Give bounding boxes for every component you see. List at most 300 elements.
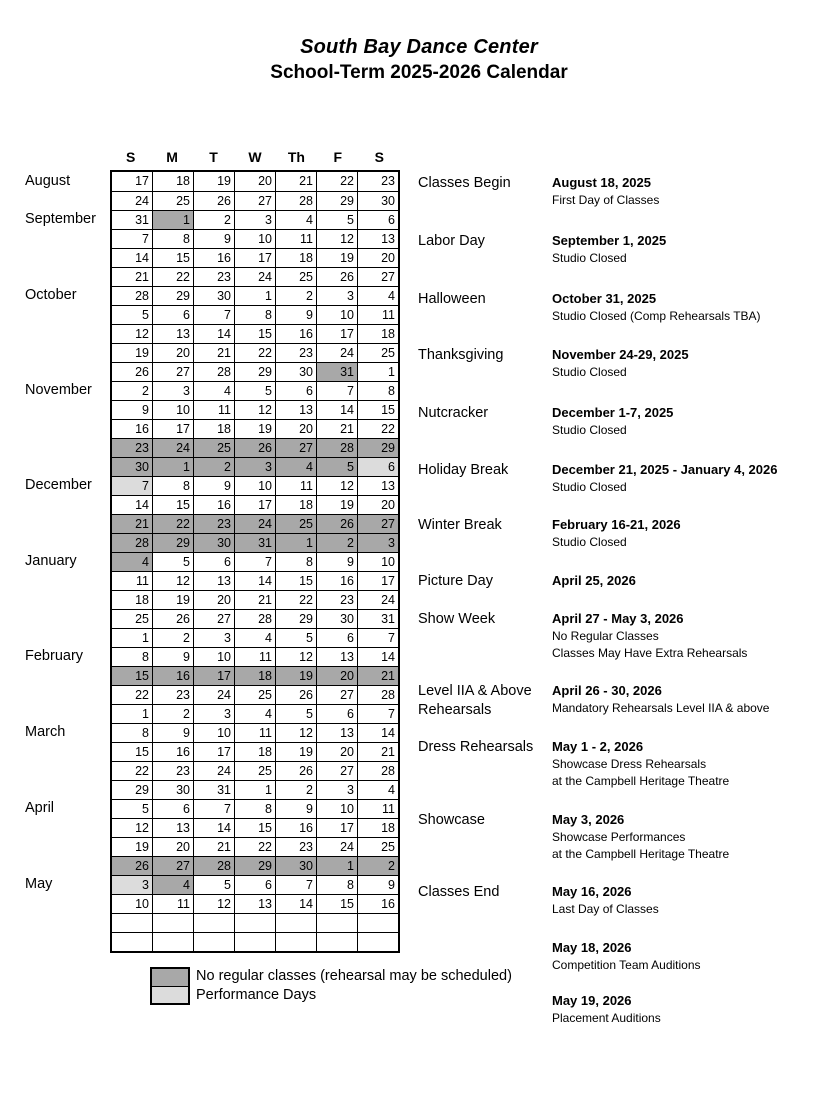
- calendar-day-cell[interactable]: 15: [357, 401, 398, 419]
- calendar-day-cell[interactable]: 13: [152, 819, 193, 837]
- calendar-day-cell[interactable]: 24: [316, 838, 357, 856]
- calendar-day-cell[interactable]: 10: [316, 800, 357, 818]
- calendar-day-cell[interactable]: 12: [234, 401, 275, 419]
- calendar-day-cell[interactable]: 2: [275, 287, 316, 305]
- calendar-day-cell[interactable]: 28: [193, 857, 234, 875]
- calendar-day-cell[interactable]: 16: [275, 325, 316, 343]
- calendar-day-cell[interactable]: 7: [316, 382, 357, 400]
- calendar-day-cell[interactable]: 27: [234, 192, 275, 210]
- calendar-day-cell[interactable]: 13: [234, 895, 275, 913]
- calendar-day-cell[interactable]: 12: [316, 477, 357, 495]
- calendar-day-cell[interactable]: 8: [152, 477, 193, 495]
- weekday-6: S: [374, 149, 384, 165]
- calendar-day-cell[interactable]: 17: [316, 819, 357, 837]
- calendar-day-cell[interactable]: 25: [152, 192, 193, 210]
- event-label: [418, 346, 548, 365]
- calendar-day-cell[interactable]: 5: [112, 306, 152, 324]
- calendar-day-cell[interactable]: 15: [316, 895, 357, 913]
- calendar-day-cell[interactable]: 14: [112, 249, 152, 267]
- calendar-day-cell[interactable]: 19: [234, 420, 275, 438]
- calendar-day-cell[interactable]: 9: [193, 230, 234, 248]
- calendar-day-cell[interactable]: 27: [357, 268, 398, 286]
- calendar-day-cell[interactable]: 5: [275, 629, 316, 647]
- calendar-day-cell[interactable]: 2: [152, 629, 193, 647]
- weekday-5: F: [333, 149, 343, 165]
- calendar-day-cell[interactable]: 11: [193, 401, 234, 419]
- calendar-day-cell[interactable]: 11: [357, 306, 398, 324]
- calendar-day-cell[interactable]: 14: [357, 724, 398, 742]
- calendar-day-cell[interactable]: 7: [112, 230, 152, 248]
- calendar-day-cell[interactable]: 26: [316, 515, 357, 533]
- calendar-day-cell[interactable]: 2: [112, 382, 152, 400]
- calendar-day-cell[interactable]: 4: [357, 287, 398, 305]
- calendar-day-cell[interactable]: 7: [275, 876, 316, 894]
- calendar-day-cell[interactable]: 27: [152, 363, 193, 381]
- calendar-day-cell[interactable]: 1: [152, 211, 193, 229]
- calendar-day-cell[interactable]: [234, 933, 275, 951]
- calendar-day-cell[interactable]: 2: [193, 458, 234, 476]
- calendar-day-cell[interactable]: 1: [152, 458, 193, 476]
- calendar-day-cell[interactable]: 14: [234, 572, 275, 590]
- calendar-day-cell[interactable]: 10: [193, 648, 234, 666]
- calendar-week-row: [112, 438, 398, 457]
- calendar-day-cell[interactable]: 29: [234, 363, 275, 381]
- calendar-day-cell[interactable]: 23: [193, 268, 234, 286]
- calendar-day-cell[interactable]: 2: [275, 781, 316, 799]
- calendar-day-cell[interactable]: 26: [234, 439, 275, 457]
- event-note: Studio Closed: [552, 365, 627, 379]
- calendar-day-cell[interactable]: 10: [234, 230, 275, 248]
- calendar-day-cell[interactable]: 3: [234, 211, 275, 229]
- calendar-day-cell[interactable]: 27: [275, 439, 316, 457]
- event-label: [418, 811, 548, 830]
- calendar-day-cell[interactable]: 17: [234, 496, 275, 514]
- calendar-day-cell[interactable]: 13: [316, 648, 357, 666]
- calendar-day-cell[interactable]: 17: [234, 249, 275, 267]
- calendar-day-cell[interactable]: [316, 914, 357, 932]
- calendar-day-cell[interactable]: 22: [316, 172, 357, 191]
- calendar-day-cell[interactable]: 7: [234, 553, 275, 571]
- calendar-day-cell[interactable]: 4: [112, 553, 152, 571]
- calendar-day-cell[interactable]: [234, 914, 275, 932]
- calendar-day-cell[interactable]: [275, 914, 316, 932]
- calendar-day-cell[interactable]: 14: [193, 819, 234, 837]
- calendar-day-cell[interactable]: [193, 933, 234, 951]
- calendar-day-cell[interactable]: [357, 933, 398, 951]
- calendar-day-cell[interactable]: 31: [112, 211, 152, 229]
- calendar-day-cell[interactable]: 28: [357, 686, 398, 704]
- calendar-day-cell[interactable]: 15: [112, 667, 152, 685]
- calendar-day-cell[interactable]: 10: [152, 401, 193, 419]
- event-date: September 1, 2025: [552, 233, 667, 248]
- calendar-day-cell[interactable]: 14: [357, 648, 398, 666]
- calendar-day-cell[interactable]: 18: [234, 667, 275, 685]
- calendar-day-cell[interactable]: 26: [112, 857, 152, 875]
- calendar-day-cell[interactable]: 30: [316, 610, 357, 628]
- calendar-day-cell[interactable]: [275, 933, 316, 951]
- calendar-day-cell[interactable]: 20: [275, 420, 316, 438]
- calendar-day-cell[interactable]: 22: [234, 838, 275, 856]
- calendar-day-cell[interactable]: 23: [112, 439, 152, 457]
- calendar-day-cell[interactable]: [112, 933, 152, 951]
- calendar-day-cell[interactable]: 24: [234, 515, 275, 533]
- calendar-day-cell[interactable]: 18: [152, 172, 193, 191]
- calendar-day-cell[interactable]: 24: [152, 439, 193, 457]
- calendar-day-cell[interactable]: 16: [152, 667, 193, 685]
- calendar-day-cell[interactable]: 16: [316, 572, 357, 590]
- calendar-day-cell[interactable]: 9: [275, 800, 316, 818]
- calendar-day-cell[interactable]: 8: [234, 800, 275, 818]
- calendar-day-cell[interactable]: 30: [193, 287, 234, 305]
- calendar-day-cell[interactable]: 8: [152, 230, 193, 248]
- calendar-day-cell[interactable]: 29: [112, 781, 152, 799]
- calendar-day-cell[interactable]: 17: [112, 172, 152, 191]
- calendar-day-cell[interactable]: 14: [193, 325, 234, 343]
- calendar-day-cell[interactable]: 7: [357, 705, 398, 723]
- calendar-day-cell[interactable]: 13: [357, 230, 398, 248]
- calendar-day-cell[interactable]: 10: [234, 477, 275, 495]
- calendar-day-cell[interactable]: [357, 914, 398, 932]
- calendar-day-cell[interactable]: 4: [275, 458, 316, 476]
- calendar-day-cell[interactable]: 31: [357, 610, 398, 628]
- calendar-day-cell[interactable]: 3: [316, 781, 357, 799]
- calendar-day-cell[interactable]: 28: [234, 610, 275, 628]
- calendar-day-cell[interactable]: 25: [112, 610, 152, 628]
- calendar-day-cell[interactable]: 2: [316, 534, 357, 552]
- calendar-day-cell[interactable]: 8: [112, 724, 152, 742]
- calendar-day-cell[interactable]: 18: [275, 496, 316, 514]
- calendar-day-cell[interactable]: 18: [357, 819, 398, 837]
- calendar-day-cell[interactable]: 25: [275, 268, 316, 286]
- calendar-day-cell[interactable]: 22: [234, 344, 275, 362]
- calendar-day-cell[interactable]: 23: [316, 591, 357, 609]
- calendar-day-cell[interactable]: 16: [193, 496, 234, 514]
- calendar-day-cell[interactable]: 16: [193, 249, 234, 267]
- calendar-day-cell[interactable]: 19: [275, 667, 316, 685]
- calendar-day-cell[interactable]: 2: [193, 211, 234, 229]
- calendar-day-cell[interactable]: 6: [357, 211, 398, 229]
- calendar-day-cell[interactable]: 10: [112, 895, 152, 913]
- calendar-day-cell[interactable]: 23: [152, 686, 193, 704]
- calendar-day-cell[interactable]: 18: [112, 591, 152, 609]
- calendar-day-cell[interactable]: 13: [275, 401, 316, 419]
- calendar-day-cell[interactable]: 2: [152, 705, 193, 723]
- calendar-day-cell[interactable]: [152, 933, 193, 951]
- calendar-day-cell[interactable]: 16: [152, 743, 193, 761]
- calendar-day-cell[interactable]: 23: [357, 172, 398, 191]
- calendar-day-cell[interactable]: 21: [112, 515, 152, 533]
- calendar-day-cell[interactable]: 16: [357, 895, 398, 913]
- calendar-day-cell[interactable]: 12: [152, 572, 193, 590]
- calendar-day-cell[interactable]: 4: [152, 876, 193, 894]
- calendar-day-cell[interactable]: 23: [193, 515, 234, 533]
- calendar-day-cell[interactable]: 25: [357, 344, 398, 362]
- calendar-day-cell[interactable]: 3: [316, 287, 357, 305]
- calendar-day-cell[interactable]: 8: [234, 306, 275, 324]
- calendar-day-cell[interactable]: 26: [152, 610, 193, 628]
- calendar-day-cell[interactable]: 12: [275, 648, 316, 666]
- calendar-day-cell[interactable]: [112, 914, 152, 932]
- calendar-day-cell[interactable]: 15: [152, 496, 193, 514]
- calendar-day-cell[interactable]: 30: [193, 534, 234, 552]
- calendar-day-cell[interactable]: 30: [275, 857, 316, 875]
- calendar-day-cell[interactable]: 6: [357, 458, 398, 476]
- calendar-day-cell[interactable]: 22: [112, 762, 152, 780]
- calendar-day-cell[interactable]: 10: [193, 724, 234, 742]
- calendar-day-cell[interactable]: 12: [112, 325, 152, 343]
- calendar-day-cell[interactable]: [193, 914, 234, 932]
- calendar-day-cell[interactable]: 20: [357, 249, 398, 267]
- calendar-day-cell[interactable]: 9: [152, 648, 193, 666]
- calendar-day-cell[interactable]: 17: [316, 325, 357, 343]
- calendar-day-cell[interactable]: 24: [112, 192, 152, 210]
- calendar-day-cell[interactable]: 22: [112, 686, 152, 704]
- calendar-day-cell[interactable]: 24: [234, 268, 275, 286]
- calendar-day-cell[interactable]: 1: [112, 705, 152, 723]
- calendar-day-cell[interactable]: 19: [112, 344, 152, 362]
- calendar-day-cell[interactable]: 1: [357, 363, 398, 381]
- calendar-day-cell[interactable]: 10: [316, 306, 357, 324]
- calendar-day-cell[interactable]: 24: [193, 762, 234, 780]
- calendar-day-cell[interactable]: 26: [112, 363, 152, 381]
- calendar-day-cell[interactable]: 22: [152, 515, 193, 533]
- calendar-day-cell[interactable]: 15: [152, 249, 193, 267]
- calendar-day-cell[interactable]: 6: [152, 306, 193, 324]
- calendar-day-cell[interactable]: 16: [112, 420, 152, 438]
- calendar-day-cell[interactable]: 9: [152, 724, 193, 742]
- calendar-day-cell[interactable]: 26: [275, 686, 316, 704]
- calendar-day-cell[interactable]: 28: [275, 192, 316, 210]
- calendar-day-cell[interactable]: 21: [193, 838, 234, 856]
- calendar-day-cell[interactable]: 20: [234, 172, 275, 191]
- calendar-day-cell[interactable]: 9: [316, 553, 357, 571]
- calendar-day-cell[interactable]: 27: [316, 762, 357, 780]
- calendar-day-cell[interactable]: 7: [357, 629, 398, 647]
- calendar-day-cell[interactable]: 18: [234, 743, 275, 761]
- calendar-day-cell[interactable]: 29: [234, 857, 275, 875]
- calendar-day-cell[interactable]: 28: [112, 287, 152, 305]
- calendar-day-cell[interactable]: 25: [234, 762, 275, 780]
- calendar-day-cell[interactable]: 8: [316, 876, 357, 894]
- calendar-day-cell[interactable]: 13: [357, 477, 398, 495]
- calendar-day-cell[interactable]: 19: [275, 743, 316, 761]
- calendar-day-cell[interactable]: 25: [275, 515, 316, 533]
- calendar-day-cell[interactable]: 27: [316, 686, 357, 704]
- calendar-day-cell[interactable]: 14: [112, 496, 152, 514]
- calendar-day-cell[interactable]: 15: [275, 572, 316, 590]
- event-label-line: Picture Day: [418, 573, 493, 589]
- calendar-day-cell[interactable]: 6: [275, 382, 316, 400]
- calendar-day-cell[interactable]: 25: [193, 439, 234, 457]
- calendar-day-cell[interactable]: 29: [316, 192, 357, 210]
- calendar-day-cell[interactable]: 15: [234, 325, 275, 343]
- calendar-day-cell[interactable]: 28: [357, 762, 398, 780]
- calendar-day-cell[interactable]: 3: [193, 705, 234, 723]
- calendar-day-cell[interactable]: 11: [112, 572, 152, 590]
- calendar-day-cell[interactable]: 9: [193, 477, 234, 495]
- calendar-day-cell[interactable]: 15: [112, 743, 152, 761]
- calendar-day-cell[interactable]: 21: [234, 591, 275, 609]
- calendar-day-cell[interactable]: 10: [357, 553, 398, 571]
- calendar-day-cell[interactable]: 28: [316, 439, 357, 457]
- calendar-day-cell[interactable]: 29: [275, 610, 316, 628]
- calendar-day-cell[interactable]: 21: [357, 743, 398, 761]
- calendar-day-cell[interactable]: 29: [152, 287, 193, 305]
- calendar-day-cell[interactable]: 1: [275, 534, 316, 552]
- calendar-day-cell[interactable]: 19: [152, 591, 193, 609]
- calendar-day-cell[interactable]: 25: [357, 838, 398, 856]
- calendar-day-cell[interactable]: 27: [152, 857, 193, 875]
- calendar-week-row: [112, 343, 398, 362]
- calendar-day-cell[interactable]: 5: [193, 876, 234, 894]
- calendar-day-cell[interactable]: 4: [234, 629, 275, 647]
- calendar-day-cell[interactable]: 9: [275, 306, 316, 324]
- calendar-day-cell[interactable]: 5: [275, 705, 316, 723]
- calendar-day-cell[interactable]: 13: [193, 572, 234, 590]
- calendar-day-cell[interactable]: 14: [275, 895, 316, 913]
- calendar-day-cell[interactable]: 21: [316, 420, 357, 438]
- calendar-day-cell[interactable]: 22: [357, 420, 398, 438]
- calendar-day-cell[interactable]: 19: [193, 172, 234, 191]
- calendar-day-cell[interactable]: 18: [193, 420, 234, 438]
- calendar-day-cell[interactable]: 7: [112, 477, 152, 495]
- calendar-day-cell[interactable]: 11: [234, 648, 275, 666]
- calendar-day-cell[interactable]: 30: [112, 458, 152, 476]
- event-note: First Day of Classes: [552, 193, 660, 207]
- calendar-day-cell[interactable]: 27: [357, 515, 398, 533]
- calendar-day-cell[interactable]: 18: [275, 249, 316, 267]
- calendar-day-cell[interactable]: 25: [234, 686, 275, 704]
- calendar-day-cell[interactable]: 3: [152, 382, 193, 400]
- calendar-day-cell[interactable]: 20: [357, 496, 398, 514]
- calendar-day-cell[interactable]: 22: [275, 591, 316, 609]
- calendar-day-cell[interactable]: 22: [152, 268, 193, 286]
- calendar-day-cell[interactable]: 11: [152, 895, 193, 913]
- calendar-day-cell[interactable]: 20: [193, 591, 234, 609]
- calendar-day-cell[interactable]: 1: [234, 287, 275, 305]
- calendar-day-cell[interactable]: 6: [193, 553, 234, 571]
- calendar-day-cell[interactable]: 23: [275, 838, 316, 856]
- calendar-day-cell[interactable]: 7: [193, 306, 234, 324]
- calendar-day-cell[interactable]: 6: [316, 705, 357, 723]
- calendar-day-cell[interactable]: 11: [275, 477, 316, 495]
- calendar-day-cell[interactable]: 5: [234, 382, 275, 400]
- calendar-day-cell[interactable]: 19: [316, 496, 357, 514]
- calendar-day-cell[interactable]: 5: [152, 553, 193, 571]
- calendar-day-cell[interactable]: 20: [152, 838, 193, 856]
- calendar-day-cell[interactable]: 27: [193, 610, 234, 628]
- calendar-day-cell[interactable]: 16: [275, 819, 316, 837]
- calendar-day-cell[interactable]: 21: [357, 667, 398, 685]
- calendar-day-cell[interactable]: 11: [234, 724, 275, 742]
- calendar-day-cell[interactable]: 26: [275, 762, 316, 780]
- calendar-day-cell[interactable]: 12: [275, 724, 316, 742]
- calendar-day-cell[interactable]: 9: [357, 876, 398, 894]
- calendar-day-cell[interactable]: 5: [316, 211, 357, 229]
- calendar-day-cell[interactable]: 13: [152, 325, 193, 343]
- calendar-day-cell[interactable]: 20: [316, 743, 357, 761]
- calendar-day-cell[interactable]: 15: [234, 819, 275, 837]
- calendar-day-cell[interactable]: 17: [152, 420, 193, 438]
- calendar-day-cell[interactable]: 3: [112, 876, 152, 894]
- calendar-day-cell[interactable]: 11: [275, 230, 316, 248]
- calendar-day-cell[interactable]: 5: [112, 800, 152, 818]
- calendar-day-cell[interactable]: 20: [316, 667, 357, 685]
- calendar-day-cell[interactable]: 23: [275, 344, 316, 362]
- calendar-day-cell[interactable]: 12: [316, 230, 357, 248]
- event-detail: [552, 516, 838, 551]
- calendar-day-cell[interactable]: 31: [193, 781, 234, 799]
- calendar-day-cell[interactable]: 21: [193, 344, 234, 362]
- calendar-day-cell[interactable]: 4: [193, 382, 234, 400]
- calendar-day-cell[interactable]: 31: [316, 363, 357, 381]
- event-detail: [552, 883, 838, 918]
- calendar-day-cell[interactable]: 28: [112, 534, 152, 552]
- calendar-day-cell[interactable]: 12: [193, 895, 234, 913]
- calendar-day-cell[interactable]: 19: [112, 838, 152, 856]
- calendar-day-cell[interactable]: 24: [193, 686, 234, 704]
- calendar-day-cell[interactable]: 3: [234, 458, 275, 476]
- calendar-day-cell[interactable]: 17: [357, 572, 398, 590]
- calendar-day-cell[interactable]: 13: [316, 724, 357, 742]
- calendar-day-cell[interactable]: 26: [193, 192, 234, 210]
- calendar-day-cell[interactable]: 1: [112, 629, 152, 647]
- calendar-day-cell[interactable]: 2: [357, 857, 398, 875]
- calendar-day-cell[interactable]: 8: [357, 382, 398, 400]
- calendar-day-cell[interactable]: 30: [275, 363, 316, 381]
- calendar-day-cell[interactable]: 30: [152, 781, 193, 799]
- calendar-day-cell[interactable]: 5: [316, 458, 357, 476]
- calendar-day-cell[interactable]: 30: [357, 192, 398, 210]
- calendar-day-cell[interactable]: 20: [152, 344, 193, 362]
- calendar-day-cell[interactable]: 18: [357, 325, 398, 343]
- calendar-day-cell[interactable]: 8: [112, 648, 152, 666]
- calendar-day-cell[interactable]: 3: [357, 534, 398, 552]
- calendar-day-cell[interactable]: 9: [112, 401, 152, 419]
- calendar-day-cell[interactable]: 6: [152, 800, 193, 818]
- calendar-day-cell[interactable]: 4: [357, 781, 398, 799]
- calendar-day-cell[interactable]: 29: [152, 534, 193, 552]
- calendar-day-cell[interactable]: 8: [275, 553, 316, 571]
- calendar-day-cell[interactable]: 19: [316, 249, 357, 267]
- calendar-day-cell[interactable]: 1: [234, 781, 275, 799]
- calendar-day-cell[interactable]: 1: [316, 857, 357, 875]
- calendar-day-cell[interactable]: 26: [316, 268, 357, 286]
- calendar-day-cell[interactable]: 6: [316, 629, 357, 647]
- calendar-week-row: [112, 932, 398, 951]
- calendar-day-cell[interactable]: 23: [152, 762, 193, 780]
- calendar-day-cell[interactable]: 24: [357, 591, 398, 609]
- calendar-day-cell[interactable]: 21: [275, 172, 316, 191]
- calendar-day-cell[interactable]: 4: [275, 211, 316, 229]
- calendar-day-cell[interactable]: 24: [316, 344, 357, 362]
- calendar-day-cell[interactable]: 29: [357, 439, 398, 457]
- calendar-day-cell[interactable]: 12: [112, 819, 152, 837]
- calendar-day-cell[interactable]: [316, 933, 357, 951]
- calendar-day-cell[interactable]: 4: [234, 705, 275, 723]
- calendar-day-cell[interactable]: 21: [112, 268, 152, 286]
- calendar-day-cell[interactable]: 14: [316, 401, 357, 419]
- calendar-day-cell[interactable]: 7: [193, 800, 234, 818]
- calendar-day-cell[interactable]: 6: [234, 876, 275, 894]
- calendar-day-cell[interactable]: 31: [234, 534, 275, 552]
- calendar-day-cell[interactable]: 28: [193, 363, 234, 381]
- calendar-day-cell[interactable]: 17: [193, 667, 234, 685]
- calendar-day-cell[interactable]: 3: [193, 629, 234, 647]
- calendar-day-cell[interactable]: 17: [193, 743, 234, 761]
- calendar-day-cell[interactable]: [152, 914, 193, 932]
- calendar-day-cell[interactable]: 11: [357, 800, 398, 818]
